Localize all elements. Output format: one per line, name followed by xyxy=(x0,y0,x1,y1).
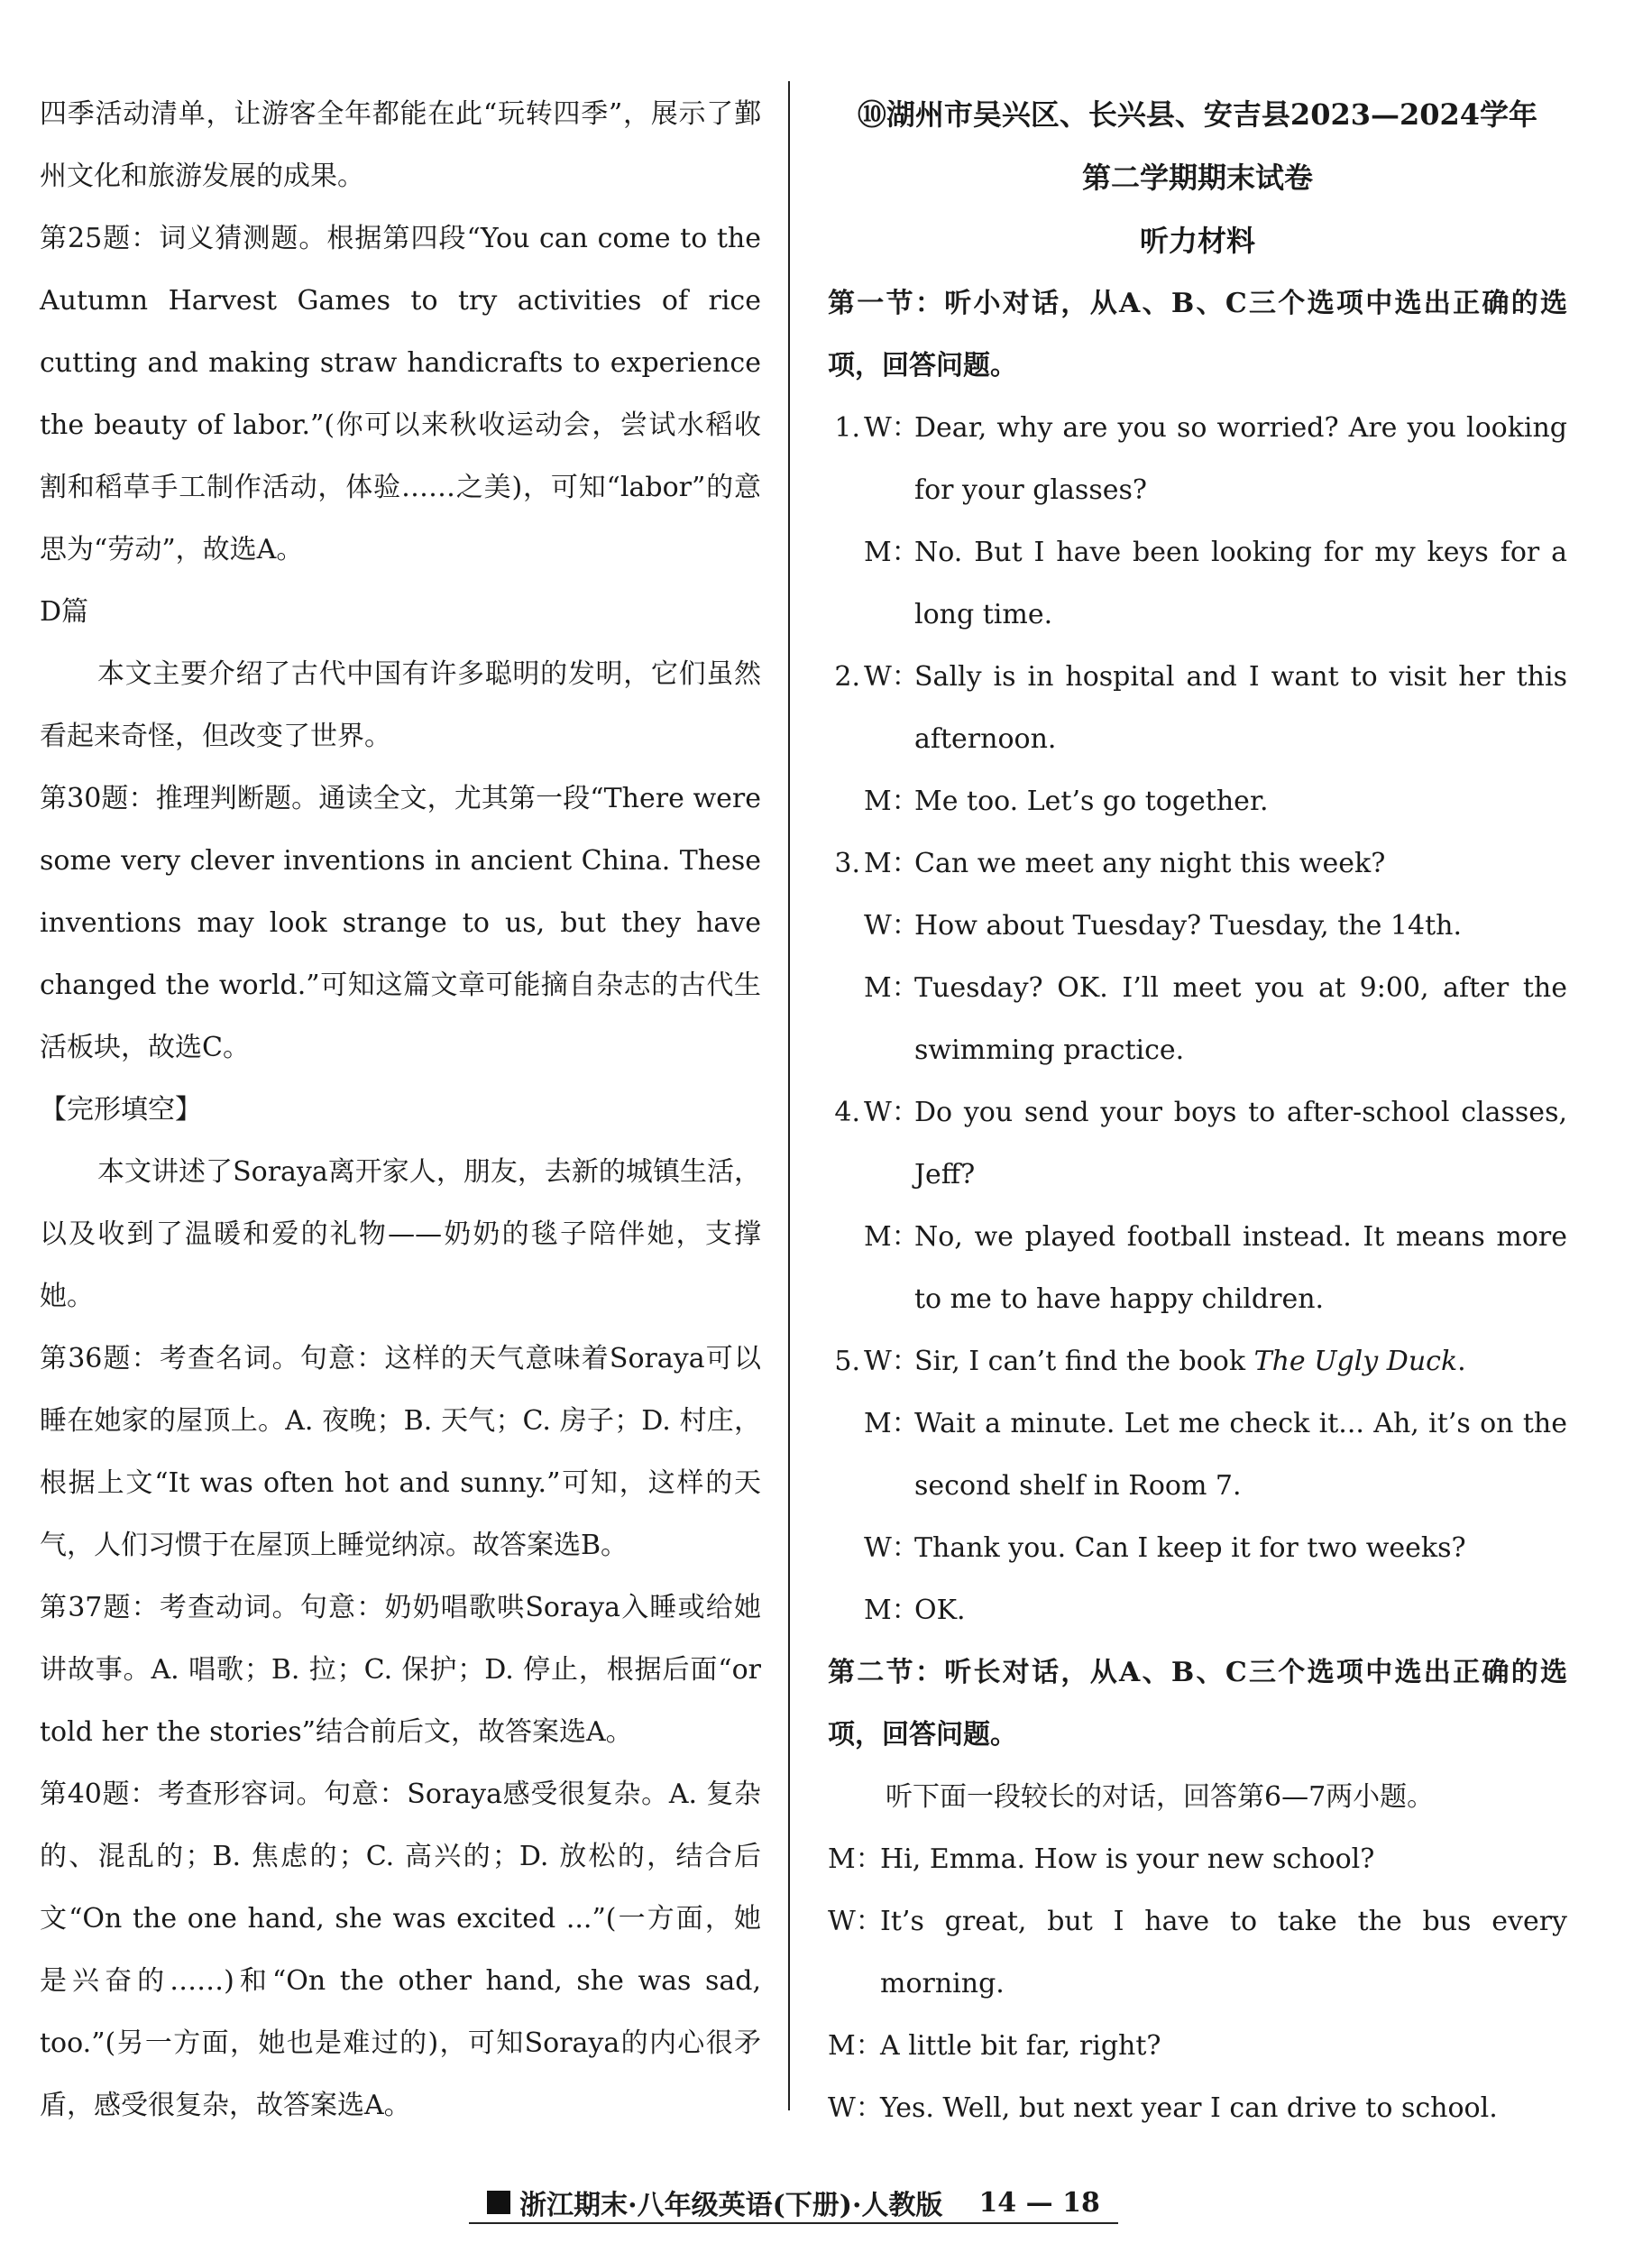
dialogue-line xyxy=(828,957,1567,1081)
speaker: M： xyxy=(828,2030,883,2062)
dialogue-line xyxy=(828,770,1567,832)
speaker: W： xyxy=(864,1097,919,1128)
dialogue-line xyxy=(828,1206,1567,1330)
question-number xyxy=(828,1517,860,1579)
speaker: W： xyxy=(864,661,919,693)
dialogue-text: A little bit far, right? xyxy=(880,2030,1161,2062)
dialogue-line xyxy=(828,1517,1567,1579)
dialogue-text: OK. xyxy=(914,1595,966,1626)
dialogue-line xyxy=(828,1393,1567,1517)
dialogue-line xyxy=(828,521,1567,646)
page-number: 14 — 18 xyxy=(978,2186,1100,2219)
speaker: M： xyxy=(864,1408,919,1439)
speaker: W： xyxy=(828,2092,883,2124)
book-title: The Ugly Duck xyxy=(1253,1346,1458,1377)
exam-subtitle: 第二学期期末试卷 xyxy=(1081,161,1313,195)
paragraph: 第25题：词义猜测题。根据第四段“You can come to the Autumn Harvest Games to try activities of rice cutting and making straw handicrafts to experience the beauty of labor.”(你可以来秋收运动会，尝试水稻收割和稻草手工制作活动，体验……之美)，可知“labor”的意思为“劳动”，故选A。 xyxy=(40,223,761,565)
page-footer xyxy=(469,2183,1118,2224)
dialogue-text: Me too. Let’s go together. xyxy=(914,786,1269,817)
question-number xyxy=(828,1393,860,1517)
dialogue-text: Wait a minute. Let me check it... Ah, it’s on the second shelf in Room 7. xyxy=(914,1408,1567,1502)
dialogue-text: No, we played football instead. It means more to me to have happy children. xyxy=(914,1221,1567,1315)
dialogue-line xyxy=(828,397,1567,521)
speaker: M： xyxy=(864,786,919,817)
dialogue-text: No. But I have been looking for my keys for a long time. xyxy=(914,537,1567,630)
speaker: W： xyxy=(864,1346,919,1377)
question-number xyxy=(828,1579,860,1641)
column-divider xyxy=(788,81,790,2110)
section-instruction: 第一节：听小对话，从A、B、C三个选项中选出正确的选项，回答问题。 xyxy=(828,288,1567,381)
speaker: M： xyxy=(864,848,919,879)
dialogue-text: Do you send your boys to after-school classes, Jeff? xyxy=(914,1097,1567,1190)
speaker: M： xyxy=(864,1221,919,1253)
question-number xyxy=(828,521,860,646)
speaker: W： xyxy=(864,1532,919,1564)
question-number: 5. xyxy=(834,1346,860,1377)
listening-instruction: 听下面一段较长的对话，回答第6—7两小题。 xyxy=(886,1781,1435,1813)
dialogue-text: Thank you. Can I keep it for two weeks? xyxy=(914,1532,1466,1564)
question-number xyxy=(828,1206,860,1330)
dialogue-line xyxy=(828,1081,1567,1206)
speaker: M： xyxy=(864,537,919,568)
section-heading: D篇 xyxy=(40,596,89,628)
dialogue-text: How about Tuesday? Tuesday, the 14th. xyxy=(914,910,1463,942)
section-instruction: 第二节：听长对话，从A、B、C三个选项中选出正确的选项，回答问题。 xyxy=(828,1657,1567,1751)
dialogue-line xyxy=(828,895,1567,957)
dialogue-text: Tuesday? OK. I’ll meet you at 9:00, after the swimming practice. xyxy=(914,972,1567,1066)
dialogue-line xyxy=(828,1828,1567,1890)
dialogue-text-part: . xyxy=(1457,1346,1466,1377)
dialogue-text: It’s great, but I have to take the bus every morning. xyxy=(880,1906,1567,1999)
question-number xyxy=(828,770,860,832)
dialogue-text: Sally is in hospital and I want to visit her this afternoon. xyxy=(914,661,1567,755)
footer-square-icon xyxy=(487,2191,510,2214)
right-column xyxy=(828,83,1567,2139)
question-number: 3. xyxy=(834,848,860,879)
dialogue-text xyxy=(914,1330,1567,1393)
speaker: W： xyxy=(864,910,919,942)
question-number: 4. xyxy=(834,1097,860,1128)
section-heading: 【完形填空】 xyxy=(40,1094,202,1126)
paragraph: 第30题：推理判断题。通读全文，尤其第一段“There were some very clever inventions in ancient China. These inventions may look strange to us, but they have changed the world.”可知这篇文章可能摘自杂志的古代生活板块，故选C。 xyxy=(40,783,761,1063)
dialogue-line xyxy=(828,1579,1567,1641)
exam-title: ⑩湖州市吴兴区、长兴县、安吉县2023—2024学年 xyxy=(857,97,1538,132)
dialogue-line xyxy=(828,646,1567,770)
paragraph: 四季活动清单，让游客全年都能在此“玩转四季”，展示了鄞州文化和旅游发展的成果。 xyxy=(40,98,761,192)
speaker: M： xyxy=(864,972,919,1004)
speaker: W： xyxy=(828,1906,883,1937)
speaker: M： xyxy=(828,1843,883,1875)
section-title: 听力材料 xyxy=(1139,224,1255,258)
question-number xyxy=(828,895,860,957)
dialogue-line xyxy=(828,1330,1567,1393)
paragraph: 本文讲述了Soraya离开家人，朋友，去新的城镇生活，以及收到了温暖和爱的礼物——奶奶的毯子陪伴她，支撑她。 xyxy=(40,1156,761,1312)
question-number: 2. xyxy=(834,661,860,693)
dialogue-line xyxy=(828,1890,1567,2015)
speaker: M： xyxy=(864,1595,919,1626)
dialogue-line xyxy=(828,832,1567,895)
paragraph: 第36题：考查名词。句意：这样的天气意味着Soraya可以睡在她家的屋顶上。A. 夜晚；B. 天气；C. 房子；D. 村庄，根据上文“It was often hot and sunny.”可知，这样的天气，人们习惯于在屋顶上睡觉纳凉。故答案选B。 xyxy=(40,1343,761,1561)
dialogue-text: Hi, Emma. How is your new school? xyxy=(880,1843,1375,1875)
dialogue-line xyxy=(828,2015,1567,2077)
dialogue-text: Yes. Well, but next year I can drive to school. xyxy=(880,2092,1498,2124)
paragraph: 第40题：考查形容词。句意：Soraya感受很复杂。A. 复杂的、混乱的；B. 焦虑的；C. 高兴的；D. 放松的，结合后文“On the one hand, she was excited ...”(一方面，她是兴奋的……)和“On the other hand, she was sad, too.”(另一方面，她也是难过的)，可知Soraya的内心很矛盾，感受很复杂，故答案选A。 xyxy=(40,1779,761,2121)
dialogue-line xyxy=(828,2077,1567,2139)
dialogue-text: Can we meet any night this week? xyxy=(914,848,1386,879)
question-number xyxy=(828,957,860,1081)
footer-title: 浙江期末·八年级英语(下册)·人教版 xyxy=(519,2190,943,2221)
paragraph: 第37题：考查动词。句意：奶奶唱歌哄Soraya入睡或给她讲故事。A. 唱歌；B. 拉；C. 保护；D. 停止，根据后面“or told her the stories”结合前后文，故答案选A。 xyxy=(40,1592,761,1748)
question-number: 1. xyxy=(834,412,860,444)
dialogue-text-part: Sir, I can’t find the book xyxy=(914,1346,1254,1377)
left-column xyxy=(40,83,761,2137)
speaker: W： xyxy=(864,412,919,444)
dialogue-text: Dear, why are you so worried? Are you looking for your glasses? xyxy=(914,412,1567,506)
paragraph: 本文主要介绍了古代中国有许多聪明的发明，它们虽然看起来奇怪，但改变了世界。 xyxy=(40,658,761,752)
